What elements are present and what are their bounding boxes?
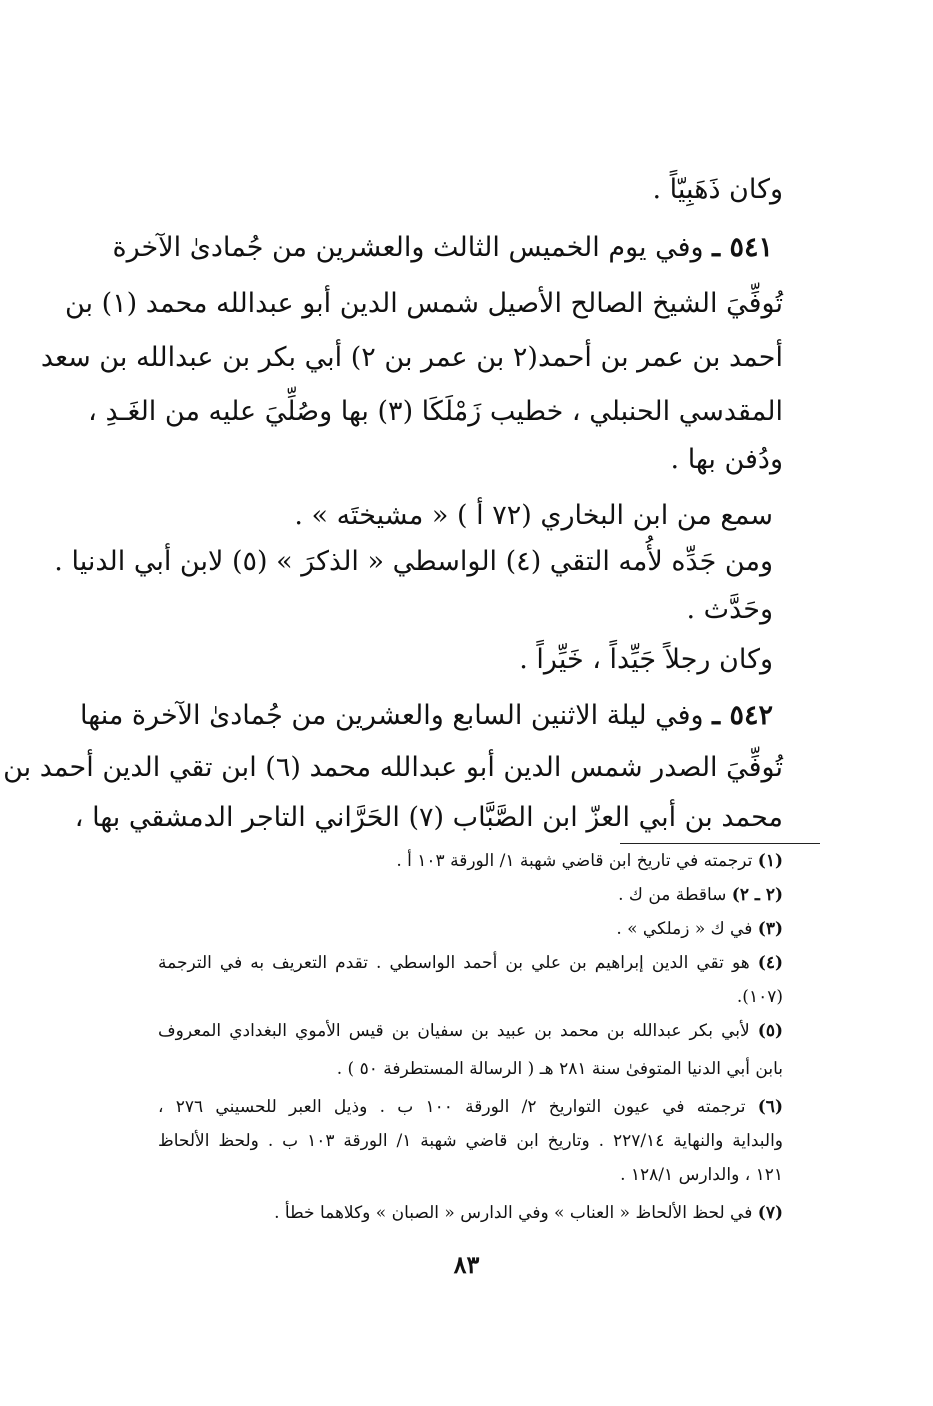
- footnote-text: لأبي بكر عبدالله بن محمد بن عبيد بن سفيان بن قيس الأموي البغدادي المعروف: [158, 1021, 750, 1041]
- footnote-number: (٧): [757, 1203, 783, 1223]
- footnote-text: (١٠٧).: [736, 987, 783, 1007]
- footnote-number: (٤): [757, 953, 783, 973]
- line-text: سمع من ابن البخاري (٧٢ أ ) « مشيختَه » .: [294, 500, 773, 531]
- footnote-text: ١٢١ ، والدارس ١٢٨/١ .: [620, 1165, 783, 1185]
- entry-541-line-3: [40, 338, 783, 378]
- line-text: تُوفِّيَ الصدر شمس الدين أبو عبدالله محمد (٦) ابن تقي الدين أحمد بن: [3, 752, 783, 783]
- entry-542-line-3: [74, 798, 783, 838]
- footnote-3: [616, 916, 783, 942]
- footnote-number: (٦): [757, 1097, 783, 1117]
- text-line: [687, 590, 773, 630]
- entry-541-line-1: [112, 228, 773, 268]
- footnote-5-line-1: [158, 1018, 783, 1044]
- line-text: وفي ليلة الاثنين السابع والعشرين من جُمادىٰ الآخرة منها: [80, 700, 704, 731]
- line-text: أحمد بن عمر بن أحمد(٢ بن عمر بن ٢) أبي بكر بن عبدالله بن سعد: [40, 342, 783, 373]
- line-text: محمد بن أبي العزّ ابن الصَّبَّاب (٧) الحَرَّاني التاجر الدمشقي بها ،: [74, 802, 783, 833]
- text-line: [519, 640, 773, 680]
- footnote-4-line-1: [158, 950, 783, 976]
- footnote-6-line-1: [158, 1094, 783, 1120]
- footnote-number: (٢ ـ ٢): [731, 885, 783, 905]
- line-text: المقدسي الحنبلي ، خطيب زَمْلَكَا (٣) بها وصُلِّيَ عليه من الغَـدِ ،: [88, 396, 783, 427]
- footnote-separator: [620, 843, 820, 844]
- page-number: ٨٣: [453, 1250, 480, 1279]
- line-text: تُوفِّيَ الشيخ الصالح الأصيل شمس الدين أبو عبدالله محمد (١) بن: [64, 288, 783, 319]
- footnote-5-line-2: [337, 1056, 783, 1082]
- footnote-text: ترجمته في عيون التواريخ ٢/ الورقة ١٠٠ ب . وذيل العبر للحسيني ٢٧٦ ،: [158, 1097, 746, 1117]
- line-text: ومن جَدِّه لأُمه التقي (٤) الواسطي « الذكرَ » (٥) لابن أبي الدنيا .: [54, 546, 773, 577]
- text-line: [653, 170, 783, 210]
- entry-541-line-4: [88, 392, 783, 432]
- entry-541-line-2: [64, 284, 783, 324]
- footnote-text: في ك « زملكي » .: [616, 919, 753, 939]
- footnote-text: في لحظ الألحاظ « العناب » وفي الدارس « الصبان » وكلاهما خطأ .: [274, 1203, 753, 1223]
- text-line: [294, 496, 773, 536]
- footnote-4-line-2: [737, 984, 783, 1010]
- footnote-text: بابن أبي الدنيا المتوفىٰ سنة ٢٨١ هـ ( الرسالة المستطرفة ٥٠ ) .: [336, 1059, 783, 1079]
- footnote-number: (٣): [757, 919, 783, 939]
- footnote-2: [618, 882, 783, 908]
- footnote-number: (١): [757, 851, 783, 871]
- footnote-text: والبداية والنهاية ٢٢٧/١٤ . وتاريخ ابن قاضي شهبة ١/ الورقة ١٠٣ ب . ولحظ الألحاظ: [158, 1131, 784, 1151]
- line-text: وكان ذَهَبِيّاً .: [652, 174, 783, 205]
- entry-542-line-2: [3, 748, 783, 788]
- entry-542-line-1: [80, 696, 773, 736]
- line-text: وكان رجلاً جَيِّداً ، خَيِّراً .: [519, 644, 773, 675]
- entry-number: ٥٤٢ ـ: [712, 700, 773, 731]
- footnote-text: ترجمته في تاريخ ابن قاضي شهبة ١/ الورقة ١٠٣ أ .: [396, 851, 753, 871]
- line-text: ودُفن بها .: [670, 444, 783, 475]
- footnote-1: [396, 848, 783, 874]
- entry-541-line-5: [671, 440, 783, 480]
- footnote-6-line-2: [158, 1128, 783, 1154]
- footnote-text: ساقطة من ك .: [618, 885, 727, 905]
- footnote-text: هو تقي الدين إبراهيم بن علي بن أحمد الواسطي . تقدم التعريف به في الترجمة: [158, 953, 750, 973]
- entry-number: ٥٤١ ـ: [712, 232, 773, 263]
- text-line: [54, 542, 773, 582]
- footnote-number: (٥): [757, 1021, 784, 1041]
- line-text: وفي يوم الخميس الثالث والعشرين من جُمادىٰ الآخرة: [112, 232, 704, 263]
- footnote-6-line-3: [620, 1162, 783, 1188]
- footnote-7: [274, 1200, 783, 1226]
- line-text: وحَدَّث .: [686, 594, 773, 625]
